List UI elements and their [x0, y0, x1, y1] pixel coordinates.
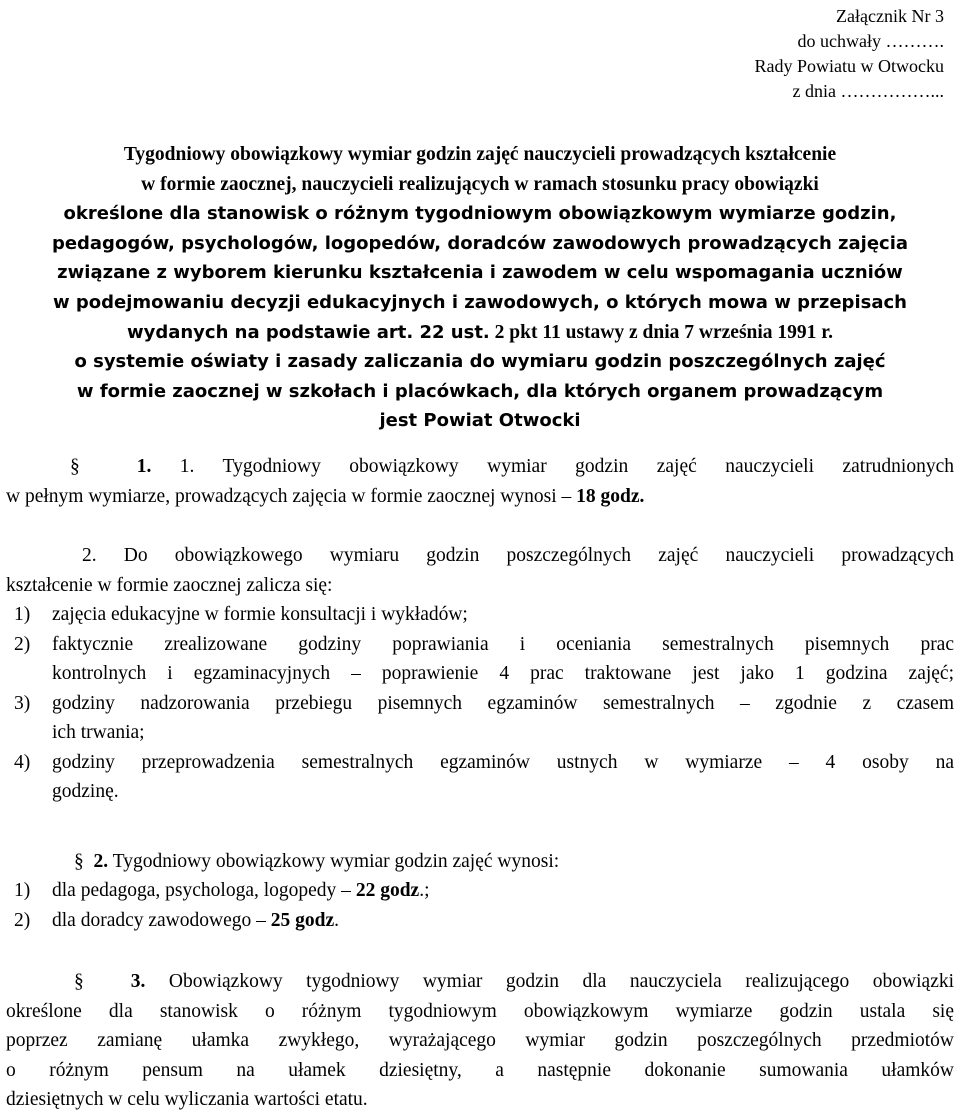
document-body [6, 452, 954, 1115]
section-2-text: Tygodniowy obowiązkowy wymiar godzin zajęć wynosi: [112, 850, 560, 872]
section-1-para-2-line-2: kształcenie w formie zaocznej zalicza się: [6, 574, 333, 596]
annex-date: z dnia ……………... [792, 81, 944, 101]
section-2-heading [6, 847, 954, 877]
title-line-7a: wydanych na podstawie art. 22 ust. [126, 321, 490, 343]
section-1-para-1-text: 1. Tygodniowy obowiązkowy wymiar godzin zajęć nauczycieli zatrudnionych [179, 456, 954, 477]
document-title [0, 140, 960, 436]
list-item-text-cont: kontrolnych i egzaminacyjnych – poprawienie 4 prac traktowane jest jako 1 godzina zajęć; [52, 663, 954, 684]
list-item [6, 689, 954, 748]
annex-council: Rady Powiatu w Otwocku [754, 56, 944, 76]
title-line-8: o systemie oświaty i zasady zaliczania do wymiaru godzin poszczególnych zajęć [74, 351, 886, 373]
list-item-text: zajęcia edukacyjne w formie konsultacji i wykładów; [52, 604, 468, 625]
section-2-number: 2. [93, 850, 109, 872]
list-item [6, 600, 954, 630]
section-3-line-1 [6, 967, 954, 997]
title-line-4: pedagogów, psychologów, logopedów, doradców zawodowych prowadzących zajęcia [51, 232, 909, 254]
section-1-para-1-cont: w pełnym wymiarze, prowadzących zajęcia w formie zaocznej wynosi – [6, 485, 572, 507]
list-item-text-cont: godzinę. [52, 781, 119, 802]
list-item-text-cont: ich trwania; [52, 722, 145, 743]
title-line-7b: 2 pkt 11 ustawy z dnia 7 września 1991 r. [494, 321, 834, 343]
section-3-number: 3. [130, 971, 146, 992]
title-line-1: Tygodniowy obowiązkowy wymiar godzin zajęć nauczycieli prowadzących kształcenie [123, 144, 837, 165]
section-sign-1: § [70, 456, 80, 477]
title-line-9: w formie zaocznej w szkołach i placówkach, dla których organem prowadzącym [76, 380, 884, 402]
annex-resolution: do uchwały ………. [797, 31, 944, 51]
list-item-number: 2) [14, 633, 31, 655]
list-item-number: 1) [14, 880, 31, 901]
list-item-text: godziny przeprowadzenia semestralnych egzaminów ustnych w wymiarze – 4 osoby na [52, 751, 954, 773]
title-line-7 [0, 318, 960, 348]
list-item [6, 748, 954, 807]
section-1-para-2-line-1: 2. Do obowiązkowego wymiaru godzin poszczególnych zajęć nauczycieli prowadzących [82, 545, 954, 566]
advisor-hours-value: 25 godz [270, 909, 335, 931]
section-3-line-5: dziesiętnych w celu wyliczania wartości etatu. [6, 1089, 368, 1110]
annex-number: Załącznik Nr 3 [836, 6, 944, 26]
section-1-para-1-line-1 [6, 452, 954, 482]
section-1-para-1-line-2 [6, 482, 954, 512]
title-line-6: w podejmowaniu decyzji edukacyjnych i zawodowych, o których mowa w przepisach [53, 291, 907, 313]
section-3-line-2: określone dla stanowisk o różnym tygodniowym obowiązkowym wymiarze godzin ustala się [6, 1000, 954, 1022]
list-item-text: dla pedagoga, psychologa, logopedy – [52, 880, 351, 901]
list-item-number: 1) [14, 604, 31, 625]
title-line-5: związane z wyborem kierunku kształcenia i zawodem w celu wspomagania uczniów [57, 262, 903, 284]
section-3-text: Obowiązkowy tygodniowy wymiar godzin dla nauczyciela realizującego obowiązki [168, 971, 954, 992]
section-3-line-4: o różnym pensum na ułamek dziesiętny, a następnie dokonanie sumowania ułamków [6, 1059, 954, 1081]
list-item [6, 630, 954, 689]
section-1-hours-value: 18 godz. [576, 485, 645, 507]
list-item-text: godziny nadzorowania przebiegu pisemnych egzaminów semestralnych – zgodnie z czasem [52, 692, 954, 714]
list-item-number: 3) [14, 692, 31, 714]
title-line-10: jest Powiat Otwocki [379, 410, 581, 432]
section-sign-3: § [74, 971, 84, 992]
list-item-number: 4) [14, 751, 31, 773]
list-item [6, 906, 954, 936]
list-item-number: 2) [14, 909, 31, 931]
title-line-3: określone dla stanowisk o różnym tygodniowym obowiązkowym wymiarze godzin, [63, 203, 897, 225]
section-sign-2: § [74, 850, 84, 872]
section-1-number: 1. [136, 456, 152, 477]
list-item-text: faktycznie zrealizowane godziny poprawiania i oceniania semestralnych pisemnych prac [52, 633, 954, 655]
list-item-text: dla doradcy zawodowego – [52, 909, 266, 931]
title-line-2: w formie zaocznej, nauczycieli realizujących w ramach stosunku pracy obowiązki [141, 173, 819, 195]
list-item [6, 876, 954, 906]
list-item-tail: .; [419, 880, 430, 901]
annex-header [755, 4, 944, 104]
pedagogue-hours-value: 22 godz [355, 880, 420, 901]
section-3-line-3: poprzez zamianę ułamka zwykłego, wyrażającego wymiar godzin poszczególnych przedmiotów [6, 1030, 954, 1051]
list-item-tail: . [334, 909, 340, 931]
